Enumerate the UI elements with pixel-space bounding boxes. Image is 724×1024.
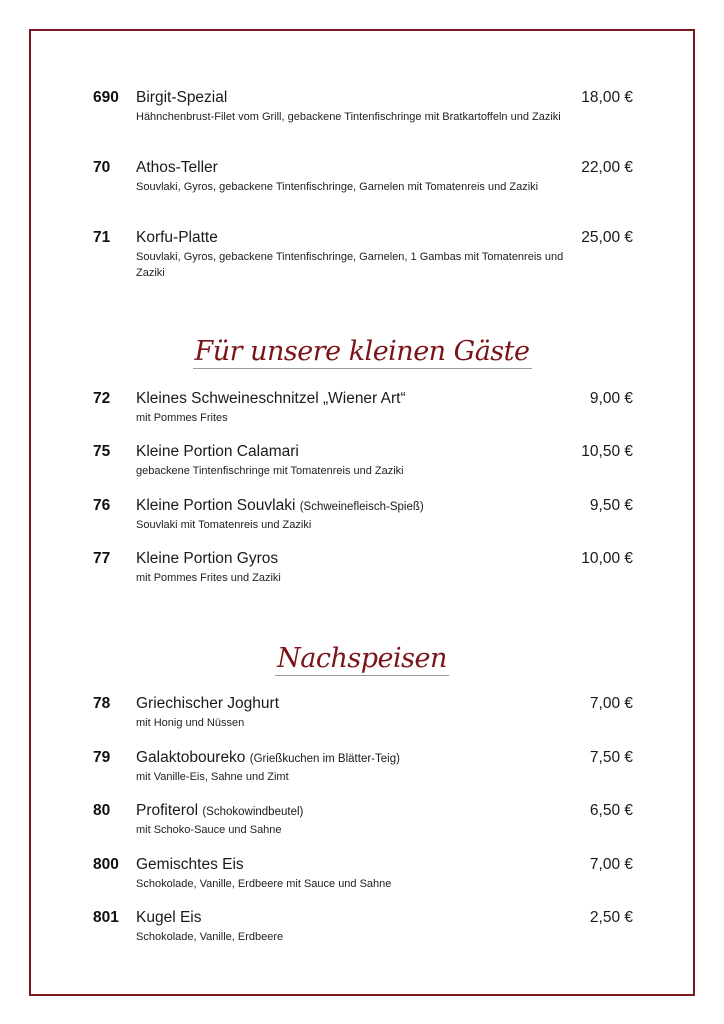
item-note: (Schokowindbeutel) bbox=[202, 806, 304, 818]
section-heading-kids: Für unsere kleinen Gäste bbox=[194, 336, 530, 367]
item-name: Kleine Portion Calamari bbox=[136, 443, 299, 460]
item-price: 9,50 € bbox=[589, 497, 633, 514]
item-description: Schokolade, Vanille, Erdbeere bbox=[136, 931, 284, 943]
item-name: Kleines Schweineschnitzel „Wiener Art“ bbox=[136, 390, 406, 407]
item-name: Kugel Eis bbox=[136, 909, 202, 926]
item-price: 7,00 € bbox=[589, 695, 633, 712]
item-name: Birgit-Spezial bbox=[136, 89, 228, 106]
item-price: 18,00 € bbox=[581, 89, 633, 106]
item-name: Profiterol (Schokowindbeutel) bbox=[136, 802, 304, 819]
item-number: 71 bbox=[93, 229, 111, 246]
item-price: 10,00 € bbox=[581, 550, 633, 567]
item-number: 690 bbox=[93, 89, 119, 106]
item-description: Souvlaki, Gyros, gebackene Tintenfischringe, Garnelen, 1 Gambas mit Tomatenreis und Zaziki bbox=[136, 251, 564, 279]
item-price: 10,50 € bbox=[581, 443, 633, 460]
item-number: 800 bbox=[93, 856, 119, 873]
item-number: 80 bbox=[93, 802, 111, 819]
item-name: Gemischtes Eis bbox=[136, 856, 244, 873]
item-price: 22,00 € bbox=[581, 159, 633, 176]
item-number: 801 bbox=[93, 909, 119, 926]
item-description: Hähnchenbrust-Filet vom Grill, gebackene Tintenfischringe mit Bratkartoffeln und Zaziki bbox=[136, 111, 561, 123]
item-note: (Schweinefleisch-Spieß) bbox=[299, 501, 424, 513]
item-note: (Grießkuchen im Blätter-Teig) bbox=[249, 753, 400, 765]
item-name: Kleine Portion Souvlaki (Schweinefleisch-Spieß) bbox=[136, 497, 424, 514]
item-price: 9,00 € bbox=[589, 390, 633, 407]
item-number: 72 bbox=[93, 390, 111, 407]
item-price: 7,00 € bbox=[589, 856, 633, 873]
item-description: mit Vanille-Eis, Sahne und Zimt bbox=[136, 771, 289, 783]
item-description: mit Honig und Nüssen bbox=[136, 717, 245, 729]
item-description: mit Pommes Frites bbox=[136, 412, 228, 424]
section-heading-desserts: Nachspeisen bbox=[277, 643, 447, 674]
item-price: 2,50 € bbox=[589, 909, 633, 926]
item-name: Kleine Portion Gyros bbox=[136, 550, 279, 567]
item-number: 78 bbox=[93, 695, 111, 712]
item-number: 76 bbox=[93, 497, 111, 514]
item-number: 75 bbox=[93, 443, 111, 460]
item-description: gebackene Tintenfischringe mit Tomatenreis und Zaziki bbox=[136, 465, 404, 477]
item-description: mit Schoko-Sauce und Sahne bbox=[136, 824, 282, 836]
item-price: 25,00 € bbox=[581, 229, 633, 246]
item-price: 6,50 € bbox=[589, 802, 633, 819]
item-price: 7,50 € bbox=[589, 749, 633, 766]
item-number: 79 bbox=[93, 749, 111, 766]
item-description: mit Pommes Frites und Zaziki bbox=[136, 572, 281, 584]
item-name: Athos-Teller bbox=[136, 159, 218, 176]
item-description: Schokolade, Vanille, Erdbeere mit Sauce und Sahne bbox=[136, 878, 392, 890]
item-description: Souvlaki mit Tomatenreis und Zaziki bbox=[136, 519, 312, 531]
item-number: 70 bbox=[93, 159, 111, 176]
item-name: Korfu-Platte bbox=[136, 229, 218, 246]
item-name: Griechischer Joghurt bbox=[136, 695, 280, 712]
item-number: 77 bbox=[93, 550, 111, 567]
item-name: Galaktoboureko (Grießkuchen im Blätter-Teig) bbox=[136, 749, 400, 766]
item-description: Souvlaki, Gyros, gebackene Tintenfischringe, Garnelen mit Tomatenreis und Zaziki bbox=[136, 181, 539, 193]
